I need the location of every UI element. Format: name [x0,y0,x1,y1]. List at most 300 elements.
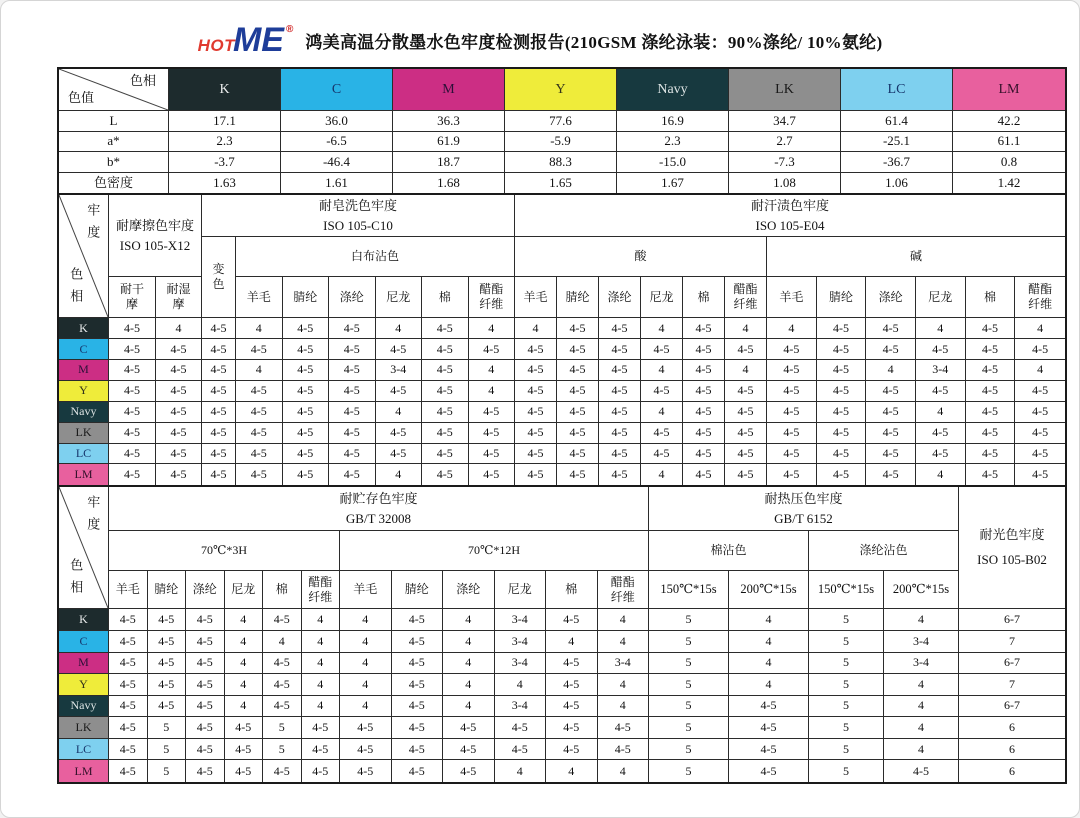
value-cell: 4 [236,360,283,381]
value-cell: 4-5 [236,381,283,402]
value-cell: 4 [495,674,547,696]
wash-standard-text: ISO 105-C10 [323,217,393,233]
value-cell: 4-5 [725,339,767,360]
value-cell: 4-5 [767,360,817,381]
fiber-header: 醋酯纤维 [469,277,516,318]
value-cell: 61.1 [953,132,1065,153]
corner-label-hue: 色相 [68,267,84,312]
row-label: LK [59,423,109,444]
value-cell: 4-5 [392,674,444,696]
value-cell: 4-5 [109,609,148,631]
value-cell: 4-5 [283,444,330,465]
value-cell: 4-5 [966,318,1016,339]
fiber-header: 涤纶 [443,571,495,609]
value-cell: 4-5 [725,444,767,465]
page-title: 鸿美高温分散墨水色牢度检测报告(210GSM 涤纶泳装：90%涤纶/ 10%氨纶) [305,33,883,53]
value-cell: 4-5 [392,760,444,782]
fiber-header: 腈纶 [148,571,187,609]
value-cell: 17.1 [169,111,281,132]
value-cell: 4 [884,674,959,696]
value-cell: 4 [641,318,683,339]
value-cell: 4 [225,631,264,653]
row-label: Y [59,674,109,696]
row-header: 色密度 [59,173,169,194]
value-cell: 4-5 [340,717,392,739]
value-cell: 4-5 [546,653,598,675]
value-cell: 4-5 [515,423,557,444]
value-cell: 6 [959,739,1065,761]
value-cell: 4-5 [683,360,725,381]
value-cell: 4-5 [202,423,236,444]
value-cell: 4-5 [916,444,966,465]
heat-press-fastness-title [649,487,959,531]
value-cell: 4-5 [376,423,423,444]
value-cell: 4-5 [236,444,283,465]
staining-header [236,237,515,277]
value-cell: 4-5 [515,360,557,381]
value-cell: 4-5 [236,339,283,360]
value-cell: 4-5 [1015,339,1065,360]
value-cell: 4-5 [148,631,187,653]
value-cell: 4-5 [641,339,683,360]
alkali-header [767,237,1065,277]
value-cell: 4-5 [817,360,867,381]
value-cell: 5 [148,739,187,761]
value-cell: 4-5 [340,739,392,761]
value-cell: 4-5 [392,609,444,631]
value-cell: 3-4 [495,609,547,631]
value-cell: 4-5 [495,717,547,739]
value-cell: 4-5 [599,339,641,360]
storage-group-3h-header [109,531,340,571]
value-cell: 4-5 [725,381,767,402]
value-cell: 4 [376,402,423,423]
value-cell: 4-5 [422,360,469,381]
fastness-table-2 [57,485,1067,784]
value-cell: 5 [148,760,187,782]
row-header: a* [59,132,169,153]
value-cell: 7 [959,631,1065,653]
value-cell: 4-5 [263,609,302,631]
value-cell: 4-5 [186,631,225,653]
value-cell: 4-5 [515,444,557,465]
value-cell: 4-5 [202,381,236,402]
value-cell: 1.65 [505,173,617,194]
row-label: K [59,318,109,339]
value-cell: 4-5 [599,444,641,465]
value-cell: 4-5 [599,423,641,444]
value-cell: 4-5 [225,717,264,739]
color-swatch-c: C [281,69,393,111]
value-cell: 4-5 [966,339,1016,360]
value-cell: 4-5 [202,464,236,485]
value-cell: 4-5 [109,318,156,339]
value-cell: 4 [469,318,516,339]
fiber-header: 腈纶 [817,277,867,318]
value-cell: 4 [725,360,767,381]
storage-group-3h-label: 70℃*3H [200,543,248,558]
value-cell: 4 [916,402,966,423]
value-cell: 4-5 [109,739,148,761]
value-cell: 4-5 [546,739,598,761]
value-cell: 4 [546,631,598,653]
logo-me: ME [232,21,284,59]
fiber-header: 尼龙 [916,277,966,318]
value-cell: 4-5 [109,696,148,718]
wash-title-text: 耐皂洗色牢度 [318,198,397,214]
rub-col-header: 耐干摩 [109,277,156,318]
value-cell: 36.0 [281,111,393,132]
value-cell: 3-4 [598,653,650,675]
value-cell: 4 [546,760,598,782]
value-cell: 4-5 [916,423,966,444]
value-cell: 4-5 [817,318,867,339]
value-cell: 4-5 [422,402,469,423]
perspiration-title-text: 耐汗渍色牢度 [750,198,829,214]
value-cell: 4-5 [392,717,444,739]
value-cell: 4-5 [599,402,641,423]
value-cell: 4-5 [767,339,817,360]
value-cell: 4 [884,717,959,739]
storage-fastness-title [109,487,649,531]
row-label: Y [59,381,109,402]
value-cell: 4 [916,464,966,485]
value-cell: 4-5 [599,464,641,485]
fiber-header: 羊毛 [515,277,557,318]
value-cell: 4 [598,696,650,718]
value-cell: 4-5 [817,381,867,402]
rub-title-text: 耐摩擦色牢度 [115,218,194,234]
fiber-header: 尼龙 [376,277,423,318]
value-cell: 4 [598,674,650,696]
fiber-header: 涤纶 [599,277,641,318]
value-cell: 7 [959,674,1065,696]
value-cell: 4 [443,696,495,718]
value-cell: 4-5 [515,402,557,423]
value-cell: 2.3 [617,132,729,153]
value-cell: 4-5 [109,402,156,423]
value-cell: 5 [649,760,729,782]
value-cell: 4-5 [557,464,599,485]
value-cell: 4 [916,318,966,339]
value-cell: 4-5 [1015,423,1065,444]
condition-header: 150℃*15s [809,571,884,609]
value-cell: 4-5 [469,423,516,444]
registered-mark-icon: ® [285,24,294,35]
value-cell: 4 [340,631,392,653]
value-cell: 4-5 [329,444,376,465]
value-cell: 4-5 [515,464,557,485]
corner-label-fastness: 牢度 [85,203,101,248]
value-cell: 4-5 [283,381,330,402]
fiber-header: 棉 [683,277,725,318]
value-cell: 4-5 [329,318,376,339]
value-cell: 4-5 [598,739,650,761]
perspiration-standard-text: ISO 105-E04 [755,217,825,233]
value-cell: 4-5 [817,423,867,444]
value-cell: 4 [263,631,302,653]
value-cell: 4-5 [641,423,683,444]
value-cell: 4-5 [683,381,725,402]
fiber-header: 棉 [966,277,1016,318]
storage-standard-text: GB/T 32008 [345,510,412,526]
report-header [1,21,1079,59]
value-cell: 4-5 [557,360,599,381]
color-swatch-y: Y [505,69,617,111]
alkali-label: 碱 [909,249,922,264]
fiber-header: 羊毛 [340,571,392,609]
value-cell: 4-5 [376,444,423,465]
value-cell: 4 [469,360,516,381]
value-cell: 1.42 [997,174,1021,190]
value-cell: 34.7 [729,111,841,132]
row-label: Navy [59,696,109,718]
fiber-header: 涤纶 [329,277,376,318]
value-cell: 4 [443,609,495,631]
value-cell: 4-5 [683,402,725,423]
value-cell: 4-5 [683,318,725,339]
value-cell: 4 [725,318,767,339]
value-cell: 6 [1009,763,1015,778]
value-cell: 4-5 [422,423,469,444]
value-cell: 5 [263,739,302,761]
rub-col-header: 耐湿摩 [156,277,202,318]
value-cell: 4 [866,360,916,381]
value-cell: 1.67 [617,173,729,194]
value-cell: 4 [1015,360,1065,381]
fiber-header: 醋酯纤维 [302,571,341,609]
value-cell: 61.4 [841,111,953,132]
value-cell: 4 [641,360,683,381]
value-cell: 4-5 [725,402,767,423]
value-cell: 4-5 [225,739,264,761]
value-cell: 1.08 [729,173,841,194]
value-cell: 4-5 [767,444,817,465]
value-cell: 4-5 [302,739,341,761]
value-cell: 4-5 [340,760,392,782]
corner-label-hue: 色相 [129,73,156,89]
value-cell: 4-5 [329,339,376,360]
value-cell: 4-5 [186,674,225,696]
value-cell: 4-5 [329,360,376,381]
value-cell: 4-5 [817,444,867,465]
value-cell: 4-5 [641,444,683,465]
value-cell: 4-5 [966,402,1016,423]
value-cell: 4 [443,631,495,653]
color-swatch-m: M [393,69,505,111]
value-cell: 4-5 [202,318,236,339]
value-cell: 4-5 [109,653,148,675]
value-cell: 5 [148,717,187,739]
value-cell: 5 [649,609,729,631]
value-cell: 4 [884,696,959,718]
value-cell: 4-5 [767,464,817,485]
value-cell: 61.9 [393,132,505,153]
value-cell: 3-4 [495,696,547,718]
fiber-header: 腈纶 [392,571,444,609]
fiber-header: 尼龙 [495,571,547,609]
value-cell: 4-5 [546,696,598,718]
value-cell: 4-5 [202,444,236,465]
value-cell: 4-5 [156,444,202,465]
value-cell: 4-5 [469,444,516,465]
value-cell: 4-5 [767,423,817,444]
value-cell: 4-5 [156,464,202,485]
value-cell: 4 [598,609,650,631]
fiber-header: 醋酯纤维 [725,277,767,318]
value-cell: 4-5 [392,631,444,653]
value-cell: 4-5 [302,760,341,782]
value-cell: 4-5 [283,339,330,360]
value-cell: 4-5 [283,423,330,444]
value-cell: 4-5 [557,381,599,402]
row-label: LC [59,739,109,761]
row-label: LM [59,464,109,485]
value-cell: 4 [767,318,817,339]
color-swatch-lk: LK [729,69,841,111]
heat-press-title-text: 耐热压色牢度 [764,491,843,507]
value-cell: 88.3 [505,152,617,173]
value-cell: 4-5 [729,717,809,739]
value-cell: 6-7 [959,696,1065,718]
value-cell: 4-5 [866,318,916,339]
value-cell: 4-5 [283,464,330,485]
value-cell: 36.3 [393,111,505,132]
value-cell: 4-5 [156,360,202,381]
value-cell: 2.3 [169,132,281,153]
value-cell: 4-5 [329,381,376,402]
value-cell: 4 [302,609,341,631]
condition-header: 200℃*15s [884,571,959,609]
value-cell: 4-5 [329,423,376,444]
value-cell: 4-5 [109,464,156,485]
value-cell: 4 [443,653,495,675]
value-cell: 5 [809,653,884,675]
value-cell: 5 [809,696,884,718]
staining-label: 白布沾色 [350,249,399,264]
value-cell: 4-5 [443,717,495,739]
value-cell: -7.3 [729,152,841,173]
value-cell: 4-5 [469,339,516,360]
value-cell: 4-5 [148,653,187,675]
row-label: LC [59,444,109,465]
fiber-header: 醋酯纤维 [1015,277,1065,318]
value-cell: 4-5 [443,760,495,782]
value-cell: 2.7 [729,132,841,153]
corner-label-hue: 色相 [68,558,84,603]
value-cell: 4-5 [443,739,495,761]
value-cell: 4 [641,402,683,423]
value-cell: 4-5 [109,381,156,402]
value-cell: 4 [469,381,516,402]
value-cell: 4-5 [236,402,283,423]
value-cell: 4-5 [225,760,264,782]
fiber-header: 尼龙 [225,571,264,609]
value-cell: 4-5 [866,402,916,423]
fiber-header: 棉 [263,571,302,609]
value-cell: 4-5 [546,609,598,631]
value-cell: 5 [649,717,729,739]
value-cell: 4-5 [866,444,916,465]
value-cell: 4 [376,318,423,339]
value-cell: 3-4 [376,360,423,381]
value-cell: 5 [263,717,302,739]
value-cell: 5 [809,631,884,653]
value-cell: 4-5 [263,760,302,782]
value-cell: 4 [598,760,650,782]
storage-title-text: 耐贮存色牢度 [339,491,418,507]
value-cell: 4-5 [109,631,148,653]
corner-label-value: 色值 [68,89,95,105]
acid-label: 酸 [634,249,647,264]
polyester-staining-header [809,531,959,571]
value-cell: 3-4 [495,631,547,653]
value-cell: 16.9 [617,111,729,132]
value-cell: 4 [225,609,264,631]
value-cell: 4-5 [515,381,557,402]
value-cell: 4-5 [186,696,225,718]
value-cell: 4-5 [109,423,156,444]
value-cell: 4-5 [109,339,156,360]
value-cell: 5 [809,674,884,696]
storage-group-12h-label: 70℃*12H [467,543,521,558]
cotton-staining-label: 棉沾色 [710,543,747,558]
value-cell: 4-5 [599,318,641,339]
value-cell: 4-5 [186,739,225,761]
rub-fastness-title [109,195,202,277]
value-cell: 4-5 [263,653,302,675]
value-cell: 4-5 [186,609,225,631]
row-label: Navy [59,402,109,423]
value-cell: 4-5 [866,339,916,360]
value-cell: 4-5 [729,760,809,782]
value-cell: 4-5 [599,381,641,402]
value-cell: 5 [809,760,884,782]
value-cell: 4-5 [817,464,867,485]
value-cell: 4-5 [683,444,725,465]
row-label: LK [59,717,109,739]
value-cell: 4-5 [392,739,444,761]
value-cell: 4-5 [186,717,225,739]
value-cell: 6-7 [959,653,1065,675]
value-cell: 4-5 [557,444,599,465]
value-cell: 4-5 [866,464,916,485]
light-title-text: 耐光色牢度 [979,527,1045,543]
row-label: M [59,653,109,675]
value-cell: 4-5 [683,464,725,485]
value-cell: 5 [809,739,884,761]
value-cell: 4 [641,464,683,485]
value-cell: 4-5 [683,339,725,360]
value-cell: 4 [598,631,650,653]
value-cell: 4-5 [725,423,767,444]
value-cell: 4-5 [557,402,599,423]
perspiration-fastness-title [515,195,1065,237]
value-cell: 4 [302,631,341,653]
light-standard-text: ISO 105-B02 [977,551,1047,567]
value-cell: 4 [884,739,959,761]
fiber-header: 腈纶 [557,277,599,318]
value-cell: 4-5 [186,653,225,675]
value-cell: 4-5 [186,760,225,782]
value-cell: 4-5 [1032,467,1049,482]
value-cell: -36.7 [841,152,953,173]
value-cell: 4 [376,464,423,485]
value-cell: 4-5 [422,339,469,360]
value-cell: 4-5 [546,717,598,739]
row-label: C [59,631,109,653]
value-cell: 4-5 [263,696,302,718]
